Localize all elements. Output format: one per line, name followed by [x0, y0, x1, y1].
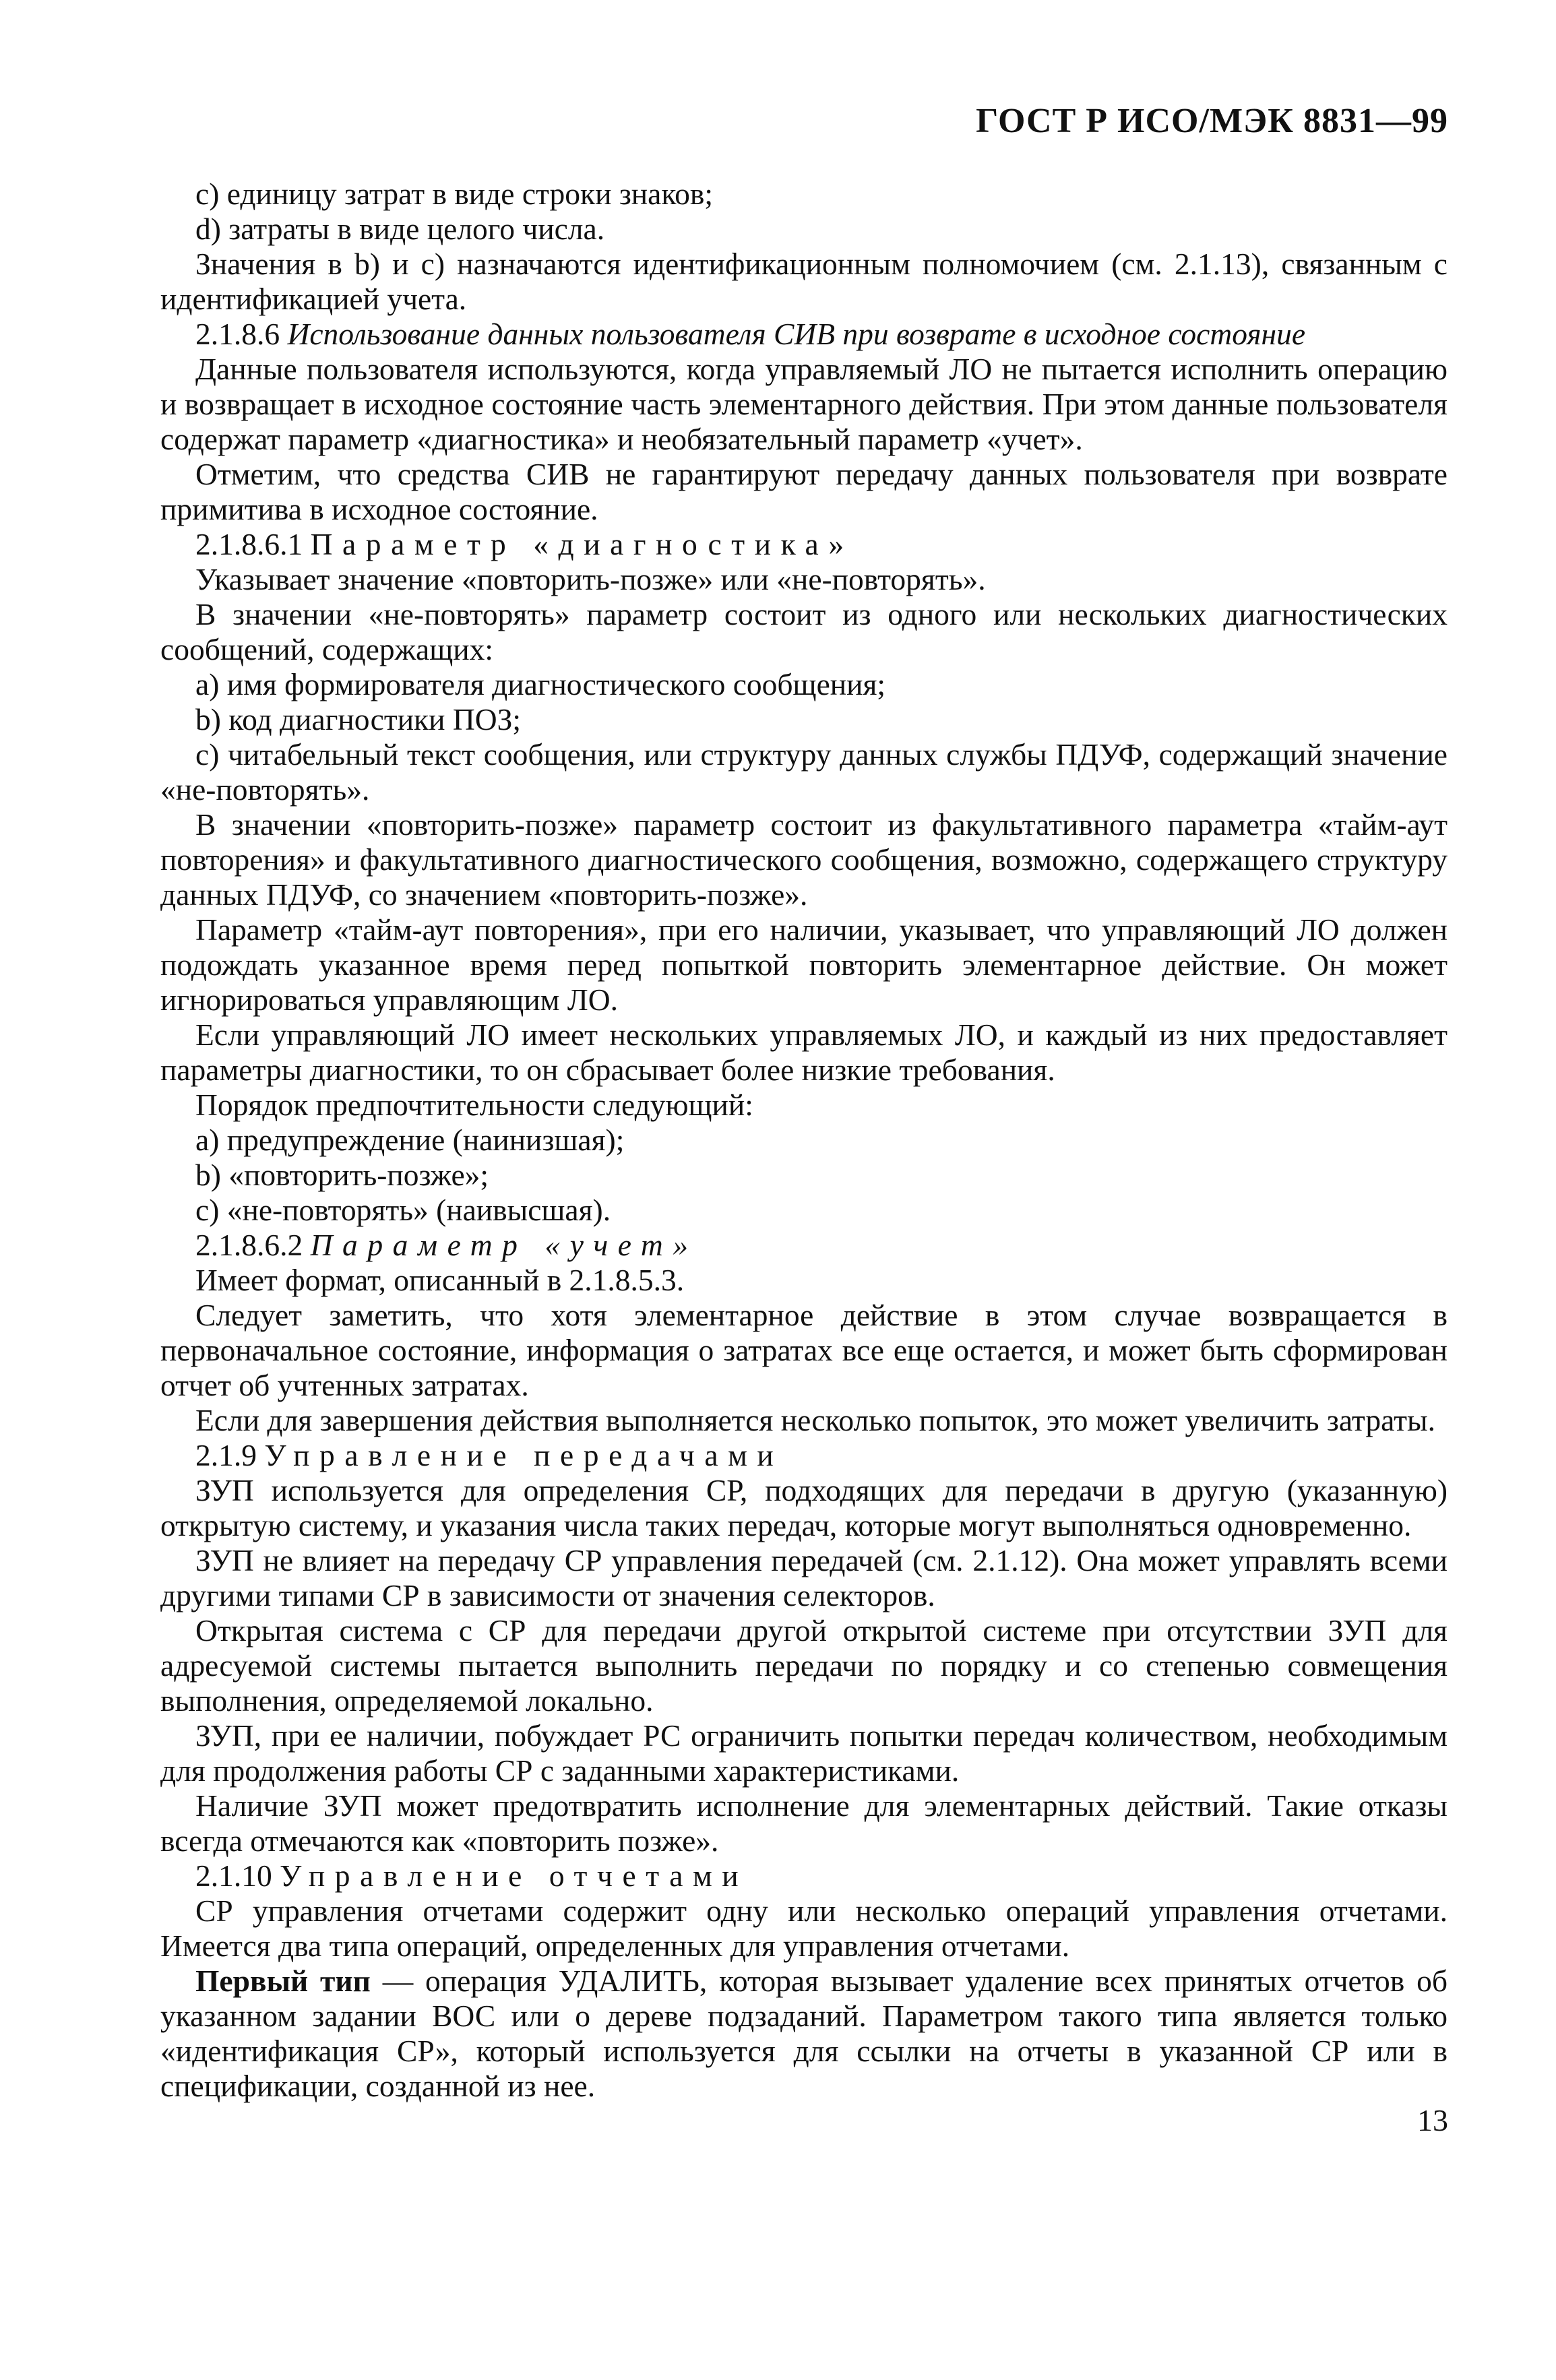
paragraph: В значении «повторить-позже» параметр состоит из факультативного параметра «тайм-аут повторения» и факультативного диагностического сообщения, возможно, содержащего структуру данных ПДУФ, со значением «повторить-позже». — [160, 807, 1448, 912]
paragraph: Указывает значение «повторить-позже» или «не-повторять». — [195, 562, 986, 596]
paragraph: Имеет формат, описанный в 2.1.8.5.3. — [195, 1263, 685, 1297]
paragraph: ЗУП, при ее наличии, побуждает РС ограничить попытки передач количеством, необходимым для продолжения работы СР с заданными характеристиками. — [160, 1718, 1448, 1788]
paragraph: Наличие ЗУП может предотвратить исполнение для элементарных действий. Такие отказы всегда отмечаются как «повторить позже». — [160, 1788, 1448, 1858]
section-title: Параметр «учет» — [310, 1228, 698, 1262]
section-number: 2.1.9 — [195, 1438, 257, 1472]
list-item-c: c) единицу затрат в виде строки знаков; — [195, 177, 714, 211]
section-heading-2-1-10 — [160, 1858, 1448, 1893]
paragraph: Значения в b) и с) назначаются идентификационным полномочием (см. 2.1.13), связанным с идентификацией учета. — [160, 247, 1448, 316]
section-number: 2.1.8.6.1 — [195, 527, 303, 561]
paragraph: СР управления отчетами содержит одну или несколько операций управления отчетами. Имеется два типа операций, определенных для управления отчетами. — [160, 1893, 1448, 1963]
paragraph: Данные пользователя используются, когда управляемый ЛО не пытается исполнить операцию и возвращает в исходное состояние часть элементарного действия. При этом данные пользователя содержат параметр «диагностика» и необязательный параметр «учет». — [160, 352, 1448, 456]
paragraph: Отметим, что средства СИВ не гарантируют передачу данных пользователя при возврате примитива в исходное состояние. — [160, 457, 1448, 526]
paragraph: В значении «не-повторять» параметр состоит из одного или нескольких диагностических сообщений, содержащих: — [160, 597, 1448, 666]
paragraph: Если для завершения действия выполняется несколько попыток, это может увеличить затраты. — [195, 1403, 1435, 1437]
paragraph: ЗУП не влияет на передачу СР управления передачей (см. 2.1.12). Она может управлять всеми другими типами СР в зависимости от значения селекторов. — [160, 1543, 1448, 1612]
list-item-d: d) затраты в виде целого числа. — [195, 212, 605, 246]
document-body — [160, 177, 1448, 2104]
section-heading-2-1-8-6-2 — [160, 1228, 1448, 1263]
section-heading-2-1-9 — [160, 1438, 1448, 1473]
paragraph: Параметр «тайм-аут повторения», при его наличии, указывает, что управляющий ЛО должен подождать указанное время перед попыткой повторить элементарное действие. Он может игнорироваться управляющим ЛО. — [160, 912, 1448, 1017]
paragraph — [160, 1964, 1448, 2104]
list-item-a: а) имя формирователя диагностического сообщения; — [195, 667, 886, 701]
list-item-b: b) «повторить-позже»; — [195, 1158, 489, 1192]
section-heading-2-1-8-6 — [160, 317, 1448, 352]
list-item-c: с) «не-повторять» (наивысшая). — [195, 1193, 611, 1227]
paragraph-lead: Первый тип — [195, 1964, 371, 1998]
list-item-c: с) читабельный текст сообщения, или структуру данных службы ПДУФ, содержащий значение «не-повторять». — [160, 737, 1448, 807]
paragraph: Следует заметить, что хотя элементарное действие в этом случае возвращается в первоначальное состояние, информация о затратах все еще остается, и может быть сформирован отчет об учтенных затратах. — [160, 1298, 1448, 1402]
section-number: 2.1.10 — [195, 1858, 272, 1893]
section-title: Использование данных пользователя СИВ при возврате в исходное состояние — [287, 317, 1306, 351]
document-header: ГОСТ Р ИСО/МЭК 8831—99 — [976, 102, 1448, 140]
section-title: Управление передачами — [264, 1438, 784, 1472]
paragraph-text: — операция УДАЛИТЬ, которая вызывает удаление всех принятых отчетов об указанном задании ВОС или о дереве подзаданий. Параметром такого типа является только «идентификация СР», который используется для ссылки на отчеты в указанной СР или в спецификации, созданной из нее. — [160, 1964, 1448, 2103]
section-title: Управление отчетами — [280, 1858, 749, 1893]
paragraph: Если управляющий ЛО имеет нескольких управляемых ЛО, и каждый из них предоставляет параметры диагностики, то он сбрасывает более низкие требования. — [160, 1017, 1448, 1087]
paragraph: Порядок предпочтительности следующий: — [195, 1088, 753, 1122]
page-number: 13 — [1417, 2103, 1448, 2137]
paragraph: Открытая система с СР для передачи другой открытой системе при отсутствии ЗУП для адресуемой системы пытается выполнить передачи по порядку и со степенью совмещения выполнения, определяемой локально. — [160, 1613, 1448, 1718]
paragraph: ЗУП используется для определения СР, подходящих для передачи в другую (указанную) открытую систему, и указания числа таких передач, которые могут выполняться одновременно. — [160, 1473, 1448, 1542]
list-item-a: а) предупреждение (наинизшая); — [195, 1123, 625, 1157]
section-number: 2.1.8.6 — [195, 317, 280, 351]
section-number: 2.1.8.6.2 — [195, 1228, 303, 1262]
section-heading-2-1-8-6-1 — [160, 527, 1448, 562]
section-title: Параметр «диагностика» — [310, 527, 854, 561]
list-item-b: b) код диагностики ПОЗ; — [195, 702, 522, 737]
